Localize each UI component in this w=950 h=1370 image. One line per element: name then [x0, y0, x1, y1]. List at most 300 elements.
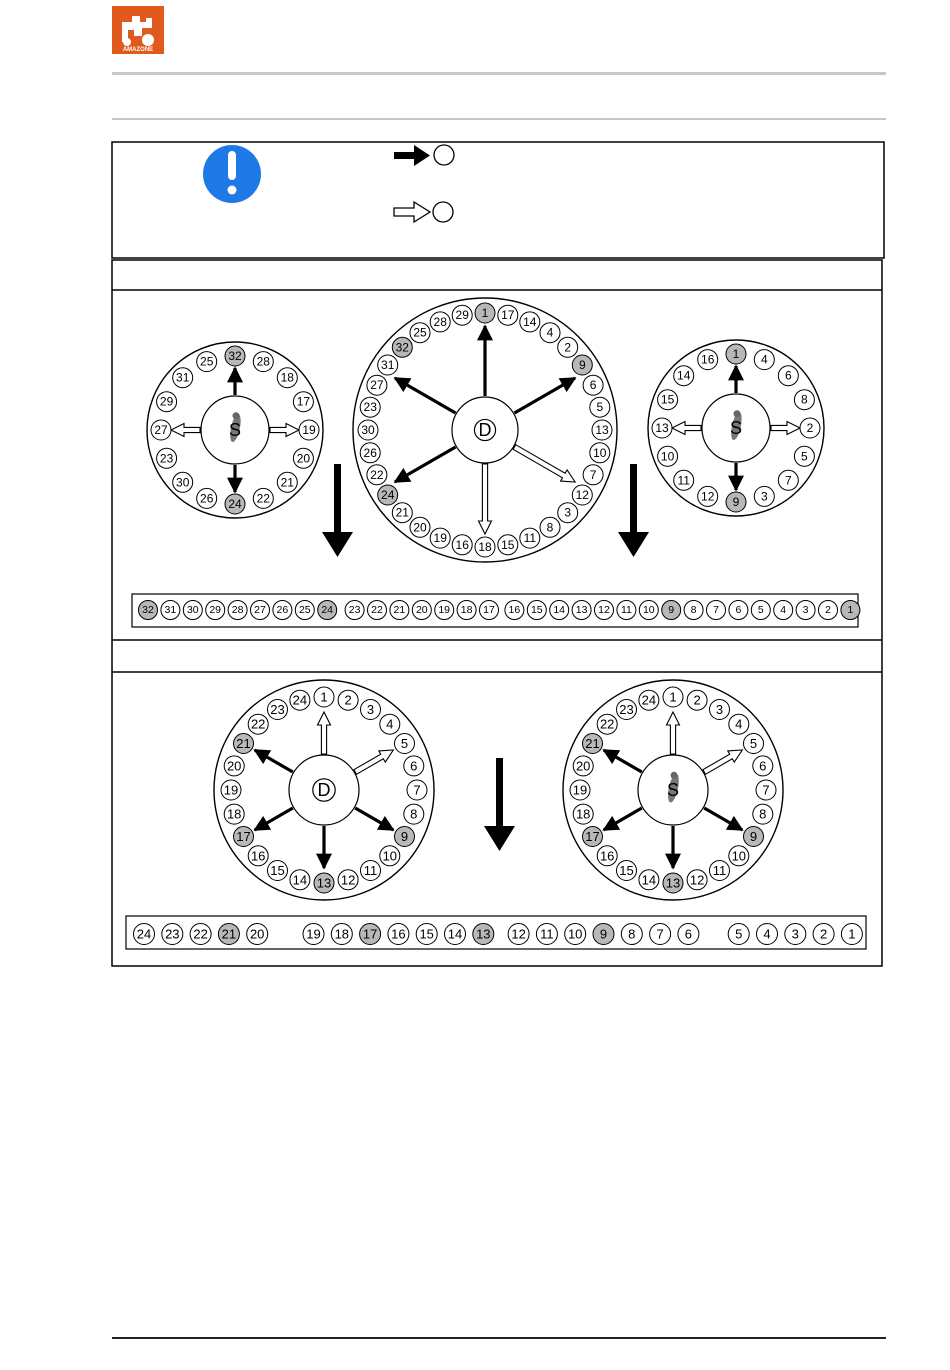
svg-text:20: 20 [413, 520, 427, 535]
wheel-center-label: D [478, 420, 492, 440]
outlet-number [358, 420, 378, 440]
outlet-number [794, 446, 814, 466]
outlet-number [392, 503, 412, 523]
svg-text:2: 2 [819, 926, 828, 942]
svg-text:28: 28 [433, 314, 447, 329]
svg-text:1: 1 [848, 926, 856, 942]
outlet-number [430, 528, 450, 548]
wheel-center-label: S [666, 780, 680, 800]
svg-text:9: 9 [599, 926, 608, 942]
svg-text:2: 2 [806, 421, 814, 435]
sequence-number [251, 601, 270, 620]
outlet-number [234, 827, 254, 847]
svg-text:13: 13 [655, 421, 669, 435]
svg-text:19: 19 [572, 782, 588, 798]
sequence-number [841, 924, 862, 945]
outlet-number [573, 804, 593, 824]
svg-text:32: 32 [142, 604, 154, 616]
svg-text:26: 26 [276, 604, 289, 616]
wheel-center-label: S [228, 420, 242, 440]
svg-text:10: 10 [642, 604, 655, 616]
svg-text:24: 24 [228, 497, 242, 511]
svg-text:32: 32 [395, 340, 409, 355]
outlet-number [410, 323, 430, 343]
svg-text:26: 26 [200, 491, 214, 506]
svg-text:22: 22 [370, 467, 384, 482]
sequence-number [134, 924, 155, 945]
outlet-number [475, 537, 495, 557]
outlet-number [597, 714, 617, 734]
outlet-number [617, 861, 637, 881]
outlet-number [674, 470, 694, 490]
svg-text:22: 22 [193, 926, 208, 942]
svg-text:9: 9 [732, 495, 740, 509]
svg-text:15: 15 [530, 604, 543, 616]
svg-text:11: 11 [677, 473, 690, 488]
sequence-number [508, 924, 529, 945]
sequence-number [416, 924, 437, 945]
hollow-arrow-icon [394, 202, 453, 222]
wheel-bottom-left-d [214, 680, 434, 900]
svg-text:14: 14 [292, 872, 308, 888]
svg-text:9: 9 [578, 358, 586, 372]
outlet-number [367, 465, 387, 485]
svg-text:12: 12 [575, 488, 589, 502]
outlet-number [753, 756, 773, 776]
svg-text:3: 3 [366, 702, 375, 717]
outlet-number [744, 734, 764, 754]
svg-text:5: 5 [400, 736, 409, 751]
down-arrow-middle [484, 758, 515, 851]
sequence-number [650, 924, 671, 945]
svg-text:13: 13 [476, 926, 491, 942]
svg-text:19: 19 [306, 926, 321, 942]
outlet-number [710, 700, 730, 720]
svg-text:32: 32 [228, 349, 242, 363]
svg-text:4: 4 [386, 716, 394, 732]
svg-text:10: 10 [593, 445, 607, 460]
svg-text:18: 18 [575, 806, 591, 822]
sequence-number [572, 601, 591, 620]
outlet-number [687, 690, 707, 710]
sequence-number [751, 601, 770, 620]
outlet-number [314, 687, 334, 707]
svg-text:8: 8 [759, 806, 767, 822]
outlet-number [639, 690, 659, 710]
svg-text:29: 29 [209, 604, 222, 616]
wheel-hub [452, 397, 518, 463]
svg-text:16: 16 [250, 848, 266, 864]
svg-text:24: 24 [292, 692, 308, 708]
outlet-number [590, 443, 610, 463]
sequence-number [228, 601, 247, 620]
svg-text:18: 18 [334, 926, 350, 942]
outlet-number [572, 355, 592, 375]
svg-text:21: 21 [221, 926, 237, 942]
svg-text:29: 29 [159, 394, 174, 409]
svg-text:7: 7 [589, 467, 597, 482]
svg-text:18: 18 [280, 370, 294, 385]
outlet-number [698, 350, 718, 370]
svg-text:27: 27 [254, 604, 266, 616]
outlet-number [558, 337, 578, 357]
svg-text:29: 29 [455, 308, 469, 323]
sequence-number [139, 601, 158, 620]
outlet-number [590, 397, 610, 417]
sequence-number [390, 601, 409, 620]
outlet-number [268, 700, 288, 720]
svg-text:13: 13 [665, 875, 681, 891]
svg-text:28: 28 [256, 354, 270, 369]
outlet-number [573, 756, 593, 776]
sequence-row-2 [134, 924, 863, 945]
svg-text:6: 6 [735, 604, 742, 616]
outlet-number [253, 352, 273, 372]
outlet-number [314, 873, 334, 893]
sequence-number [183, 601, 202, 620]
outlet-number [452, 305, 472, 325]
outlet-number [248, 846, 268, 866]
svg-text:10: 10 [382, 848, 398, 864]
sequence-number [550, 601, 569, 620]
svg-text:8: 8 [410, 806, 418, 822]
svg-text:14: 14 [447, 926, 463, 942]
svg-text:24: 24 [381, 488, 395, 502]
svg-text:4: 4 [546, 325, 554, 340]
svg-text:15: 15 [419, 926, 434, 942]
outlet-number [380, 714, 400, 734]
svg-text:20: 20 [296, 451, 311, 466]
svg-text:17: 17 [362, 926, 378, 942]
outlet-number [151, 420, 171, 440]
svg-text:19: 19 [438, 604, 451, 616]
outlet-number [572, 485, 592, 505]
svg-text:20: 20 [415, 604, 428, 616]
outlet-number [338, 870, 358, 890]
sequence-number [161, 601, 180, 620]
down-arrow-right [618, 464, 649, 557]
sequence-number [331, 924, 352, 945]
outlet-number [277, 368, 297, 388]
sequence-number [621, 924, 642, 945]
wheel-center-label: D [317, 780, 331, 800]
outlet-number [395, 734, 415, 754]
svg-text:13: 13 [595, 423, 609, 437]
svg-text:18: 18 [460, 604, 473, 616]
sequence-number [190, 924, 211, 945]
wheel-center-d [353, 298, 617, 562]
note-box [112, 142, 884, 258]
svg-text:17: 17 [296, 394, 311, 409]
svg-text:18: 18 [478, 540, 492, 554]
sequence-number [678, 924, 699, 945]
svg-text:14: 14 [553, 604, 566, 616]
sequence-number [360, 924, 381, 945]
svg-text:25: 25 [298, 604, 311, 616]
outlet-number [430, 312, 450, 332]
svg-text:23: 23 [270, 702, 285, 717]
sequence-number [318, 601, 337, 620]
svg-text:16: 16 [599, 848, 615, 864]
outlet-number [498, 535, 518, 555]
outlet-number [658, 446, 678, 466]
svg-text:1: 1 [481, 306, 489, 320]
svg-text:14: 14 [641, 872, 657, 888]
sequence-number [729, 601, 748, 620]
svg-text:19: 19 [223, 782, 239, 798]
outlet-number [698, 486, 718, 506]
svg-text:3: 3 [802, 604, 809, 616]
outlet-number [378, 485, 398, 505]
outlet-number [225, 494, 245, 514]
svg-text:19: 19 [433, 531, 447, 546]
svg-text:4: 4 [780, 604, 787, 616]
outlet-number [378, 355, 398, 375]
svg-text:28: 28 [231, 604, 244, 616]
svg-text:22: 22 [599, 716, 615, 732]
outlet-number [756, 780, 776, 800]
outlet-number [221, 780, 241, 800]
svg-text:23: 23 [619, 702, 634, 717]
svg-text:23: 23 [165, 926, 180, 942]
sequence-number [813, 924, 834, 945]
svg-text:5: 5 [757, 604, 764, 616]
svg-text:7: 7 [784, 473, 792, 488]
svg-text:8: 8 [546, 520, 554, 535]
wheel-hub [702, 394, 770, 462]
svg-text:17: 17 [501, 308, 515, 323]
wheel-hub [638, 755, 708, 825]
outlet-number [224, 804, 244, 824]
outlet-number [268, 861, 288, 881]
svg-text:11: 11 [540, 926, 554, 942]
svg-text:24: 24 [136, 926, 152, 942]
footer-rule [112, 1337, 886, 1339]
svg-text:22: 22 [250, 716, 266, 732]
outlet-number [778, 366, 798, 386]
outlet-number [157, 392, 177, 412]
outlet-number [597, 846, 617, 866]
svg-text:8: 8 [801, 392, 808, 407]
wheel-center-label: S [729, 418, 743, 438]
svg-text:7: 7 [656, 926, 664, 942]
svg-text:11: 11 [712, 863, 727, 878]
outlet-number [380, 846, 400, 866]
outlet-number [173, 472, 193, 492]
svg-text:21: 21 [395, 505, 409, 520]
svg-text:19: 19 [302, 423, 316, 437]
svg-text:15: 15 [270, 863, 285, 878]
svg-text:10: 10 [660, 449, 675, 464]
sequence-row-1 [139, 601, 860, 620]
svg-text:12: 12 [511, 926, 526, 942]
svg-text:20: 20 [575, 758, 591, 774]
sequence-number [162, 924, 183, 945]
outlet-number [726, 344, 746, 364]
svg-text:4: 4 [735, 716, 743, 732]
svg-text:3: 3 [791, 926, 799, 942]
svg-text:4: 4 [763, 926, 771, 942]
outlet-number [197, 352, 217, 372]
sequence-number [662, 601, 681, 620]
svg-text:15: 15 [501, 537, 515, 552]
outlet-number [687, 870, 707, 890]
outlet-number [475, 303, 495, 323]
svg-text:31: 31 [381, 358, 395, 372]
svg-text:12: 12 [340, 872, 356, 888]
svg-text:9: 9 [400, 829, 409, 844]
svg-text:5: 5 [801, 449, 808, 464]
sequence-number [412, 601, 431, 620]
outlet-number [290, 870, 310, 890]
outlet-number [392, 337, 412, 357]
outlet-number [754, 486, 774, 506]
sequence-number [536, 924, 557, 945]
sequence-number [796, 601, 815, 620]
svg-text:26: 26 [363, 445, 377, 460]
svg-text:6: 6 [759, 758, 767, 774]
svg-text:10: 10 [731, 848, 747, 864]
outlet-number [224, 756, 244, 776]
sequence-number [218, 924, 239, 945]
outlet-number [234, 734, 254, 754]
outlet-number [299, 420, 319, 440]
outlet-number [710, 861, 730, 881]
sequence-number [435, 601, 454, 620]
outlet-number [253, 488, 273, 508]
sequence-number [368, 601, 387, 620]
svg-text:16: 16 [508, 604, 521, 616]
outlet-number [583, 375, 603, 395]
sequence-number [295, 601, 314, 620]
outlet-number [248, 714, 268, 734]
outlet-number [360, 443, 380, 463]
svg-text:20: 20 [249, 926, 265, 942]
outlet-number [520, 312, 540, 332]
svg-text:1: 1 [669, 689, 677, 705]
sequence-number [841, 601, 860, 620]
sequence-number [774, 601, 793, 620]
outlet-number [583, 827, 603, 847]
outlet-number [729, 846, 749, 866]
sequence-number [388, 924, 409, 945]
svg-text:17: 17 [236, 829, 251, 844]
svg-text:7: 7 [713, 604, 719, 616]
outlet-number [498, 305, 518, 325]
svg-text:6: 6 [589, 378, 597, 393]
svg-text:27: 27 [370, 378, 384, 393]
svg-text:14: 14 [523, 314, 537, 329]
outlet-number [729, 714, 749, 734]
svg-text:30: 30 [361, 423, 375, 437]
sequence-number [480, 601, 499, 620]
svg-text:5: 5 [596, 400, 604, 415]
outlet-number [753, 804, 773, 824]
sequence-number [527, 601, 546, 620]
svg-text:16: 16 [391, 926, 406, 942]
svg-text:22: 22 [371, 604, 383, 616]
outlet-number [794, 390, 814, 410]
outlet-number [583, 465, 603, 485]
svg-text:24: 24 [641, 692, 657, 708]
outlet-number [404, 756, 424, 776]
outlet-number [674, 366, 694, 386]
svg-text:1: 1 [732, 347, 740, 361]
outlet-number [225, 346, 245, 366]
svg-text:16: 16 [701, 352, 715, 367]
svg-text:24: 24 [321, 604, 334, 616]
svg-text:2: 2 [344, 692, 352, 708]
outlet-number [663, 873, 683, 893]
outlet-number [540, 517, 560, 537]
sequence-number [728, 924, 749, 945]
wheel-left-s [147, 342, 323, 518]
svg-text:9: 9 [668, 604, 675, 616]
svg-text:2: 2 [564, 340, 572, 355]
svg-text:25: 25 [413, 325, 427, 340]
outlet-number [293, 448, 313, 468]
outlet-number [583, 734, 603, 754]
svg-text:17: 17 [483, 604, 495, 616]
sequence-number [593, 924, 614, 945]
svg-text:12: 12 [689, 872, 705, 888]
sequence-number [273, 601, 292, 620]
wheel-bottom-right-s [563, 680, 783, 900]
outlet-number [395, 827, 415, 847]
sequence-number [445, 924, 466, 945]
sequence-number [247, 924, 268, 945]
sequence-number [595, 601, 614, 620]
outlet-number [639, 870, 659, 890]
svg-text:11: 11 [363, 863, 378, 878]
outlet-number [293, 392, 313, 412]
svg-text:20: 20 [226, 758, 242, 774]
outlet-number [277, 472, 297, 492]
svg-text:25: 25 [200, 354, 214, 369]
outlet-number [407, 780, 427, 800]
svg-text:3: 3 [564, 505, 572, 520]
sequence-number [684, 601, 703, 620]
svg-text:13: 13 [316, 875, 332, 891]
svg-text:6: 6 [410, 758, 418, 774]
outlet-number [404, 804, 424, 824]
svg-text:31: 31 [176, 370, 190, 385]
svg-text:21: 21 [280, 475, 294, 490]
sequence-number [617, 601, 636, 620]
svg-text:30: 30 [186, 604, 199, 616]
svg-text:31: 31 [164, 604, 177, 616]
svg-text:17: 17 [585, 829, 600, 844]
outlet-number [658, 390, 678, 410]
sequence-number [639, 601, 658, 620]
svg-text:27: 27 [154, 423, 168, 437]
outlet-number [744, 827, 764, 847]
filled-arrow-icon [394, 145, 454, 166]
svg-text:22: 22 [256, 491, 270, 506]
outlet-number [570, 780, 590, 800]
sequence-number [505, 601, 524, 620]
svg-text:4: 4 [760, 352, 768, 367]
svg-text:3: 3 [760, 489, 768, 504]
svg-text:9: 9 [749, 829, 758, 844]
svg-text:8: 8 [690, 604, 697, 616]
wheel-hub [289, 755, 359, 825]
outlet-number [754, 350, 774, 370]
svg-text:8: 8 [628, 926, 636, 942]
svg-text:2: 2 [825, 604, 831, 616]
svg-text:6: 6 [684, 926, 693, 942]
svg-text:11: 11 [620, 604, 632, 616]
